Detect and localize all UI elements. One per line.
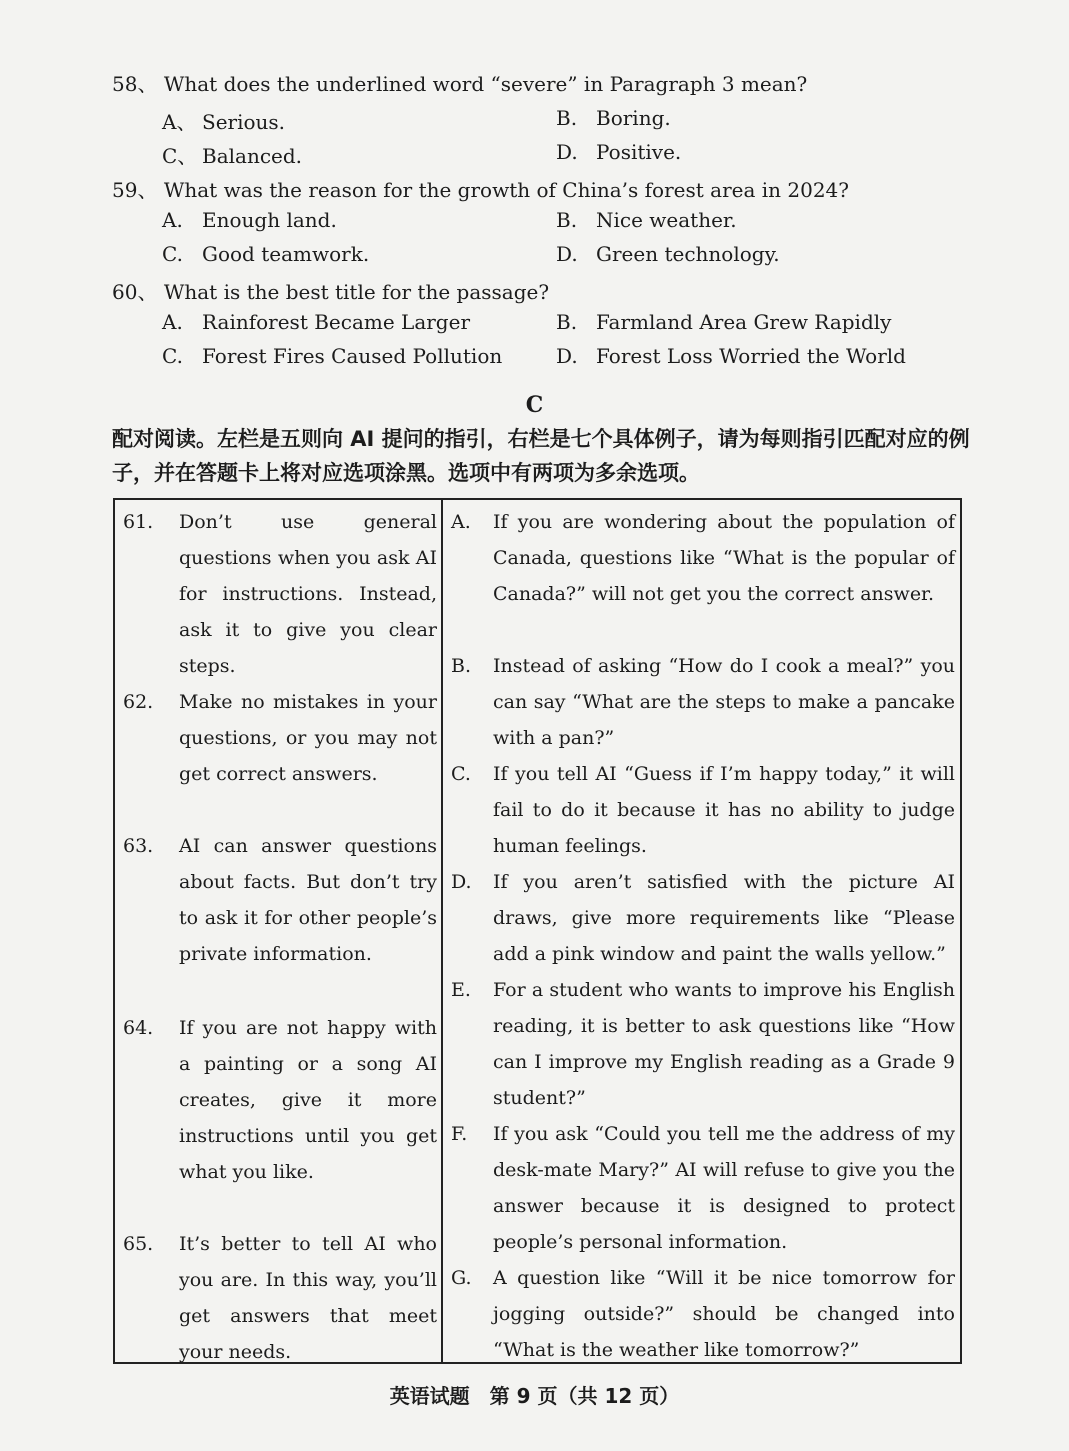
example-g <box>451 1260 955 1368</box>
guideline-62 <box>123 684 437 792</box>
question-stem: What does the underlined word “severe” in Paragraph 3 mean? <box>163 72 808 96</box>
example-a <box>451 504 955 612</box>
option-58-b[interactable] <box>556 106 671 130</box>
guideline-65 <box>123 1226 437 1370</box>
option-text: Good teamwork. <box>202 242 370 266</box>
question-58 <box>112 68 807 97</box>
question-60 <box>112 276 549 305</box>
option-letter: B. <box>556 106 578 130</box>
item-number: 63. <box>123 835 154 857</box>
option-text: Green technology. <box>596 242 780 266</box>
option-60-b[interactable] <box>556 310 891 334</box>
example-e <box>451 972 955 1116</box>
option-60-c[interactable] <box>162 344 502 368</box>
item-letter: G. <box>451 1267 472 1289</box>
example-c <box>451 756 955 864</box>
question-number: 59、 <box>112 178 158 202</box>
guideline-64 <box>123 1010 437 1190</box>
item-text: Instead of asking “How do I cook a meal?” you can say “What are the steps to make a pancake with a pan?” <box>493 655 955 749</box>
option-letter: A. <box>162 310 183 334</box>
option-60-d[interactable] <box>556 344 906 368</box>
item-letter: D. <box>451 871 472 893</box>
option-text: Forest Loss Worried the World <box>596 344 906 368</box>
example-b <box>451 648 955 756</box>
section-instructions: 配对阅读。左栏是五则向 AI 提问的指引，右栏是七个具体例子，请为每则指引匹配对应的例子，并在答题卡上将对应选项涂黑。选项中有两项为多余选项。 <box>112 427 970 485</box>
option-58-d[interactable] <box>556 140 681 164</box>
guideline-61 <box>123 504 437 684</box>
question-number: 60、 <box>112 280 158 304</box>
option-text: Positive. <box>596 140 682 164</box>
item-number: 62. <box>123 691 154 713</box>
option-text: Serious. <box>202 110 286 134</box>
item-text: For a student who wants to improve his English reading, it is better to ask questions like “How can I improve my English reading as a Grade 9 student?” <box>493 979 955 1109</box>
item-text: If you are not happy with a painting or a song AI creates, give it more instructions until you get what you like. <box>179 1017 437 1183</box>
option-letter: A. <box>162 208 183 232</box>
option-letter: C. <box>162 344 183 368</box>
item-text: If you are wondering about the population of Canada, questions like “What is the popular of Canada?” will not get you the correct answer. <box>493 511 955 605</box>
option-58-a[interactable] <box>162 106 285 135</box>
option-59-b[interactable] <box>556 208 737 232</box>
item-text: It’s better to tell AI who you are. In this way, you’ll get answers that meet your needs. <box>179 1233 437 1363</box>
example-f <box>451 1116 955 1260</box>
option-58-c[interactable] <box>162 140 302 169</box>
option-text: Rainforest Became Larger <box>202 310 470 334</box>
option-text: Boring. <box>596 106 671 130</box>
option-letter: D. <box>556 140 578 164</box>
item-letter: B. <box>451 655 472 677</box>
option-letter: B. <box>556 208 578 232</box>
item-letter: A. <box>451 511 471 533</box>
page-footer: 英语试题 第 9 页（共 12 页） <box>389 1384 680 1408</box>
option-text: Balanced. <box>202 144 303 168</box>
section-heading: C <box>525 392 544 418</box>
option-text: Forest Fires Caused Pollution <box>202 344 503 368</box>
question-stem: What was the reason for the growth of China’s forest area in 2024? <box>163 178 849 202</box>
item-letter: F. <box>451 1123 468 1145</box>
item-number: 64. <box>123 1017 154 1039</box>
item-text: A question like “Will it be nice tomorrow for jogging outside?” should be changed into “What is the weather like tomorrow?” <box>493 1267 955 1361</box>
option-letter: A、 <box>162 110 197 134</box>
column-divider <box>441 500 443 1362</box>
option-text: Farmland Area Grew Rapidly <box>596 310 892 334</box>
option-letter: B. <box>556 310 578 334</box>
option-text: Enough land. <box>202 208 337 232</box>
option-text: Nice weather. <box>596 208 737 232</box>
item-number: 61. <box>123 511 154 533</box>
option-letter: D. <box>556 344 578 368</box>
example-d <box>451 864 955 972</box>
item-text: Don’t use general questions when you ask AI for instructions. Instead, ask it to give you clear steps. <box>179 511 437 677</box>
item-text: If you tell AI “Guess if I’m happy today,” it will fail to do it because it has no ability to judge human feelings. <box>493 763 955 857</box>
option-letter: C、 <box>162 144 198 168</box>
item-text: If you ask “Could you tell me the address of my desk-mate Mary?” AI will refuse to give you the answer because it is designed to protect people’s personal information. <box>493 1123 955 1253</box>
question-59 <box>112 174 849 203</box>
question-number: 58、 <box>112 72 158 96</box>
question-stem: What is the best title for the passage? <box>163 280 550 304</box>
item-letter: E. <box>451 979 471 1001</box>
item-text: If you aren’t satisfied with the picture AI draws, give more requirements like “Please add a pink window and paint the walls yellow.” <box>493 871 955 965</box>
item-text: AI can answer questions about facts. But don’t try to ask it for other people’s private information. <box>179 835 437 965</box>
guideline-63 <box>123 828 437 972</box>
option-59-d[interactable] <box>556 242 780 266</box>
option-59-a[interactable] <box>162 208 337 232</box>
option-60-a[interactable] <box>162 310 470 334</box>
option-letter: D. <box>556 242 578 266</box>
item-letter: C. <box>451 763 471 785</box>
option-59-c[interactable] <box>162 242 369 266</box>
item-text: Make no mistakes in your questions, or you may not get correct answers. <box>179 691 437 785</box>
item-number: 65. <box>123 1233 154 1255</box>
matching-table <box>113 498 962 1364</box>
option-letter: C. <box>162 242 183 266</box>
